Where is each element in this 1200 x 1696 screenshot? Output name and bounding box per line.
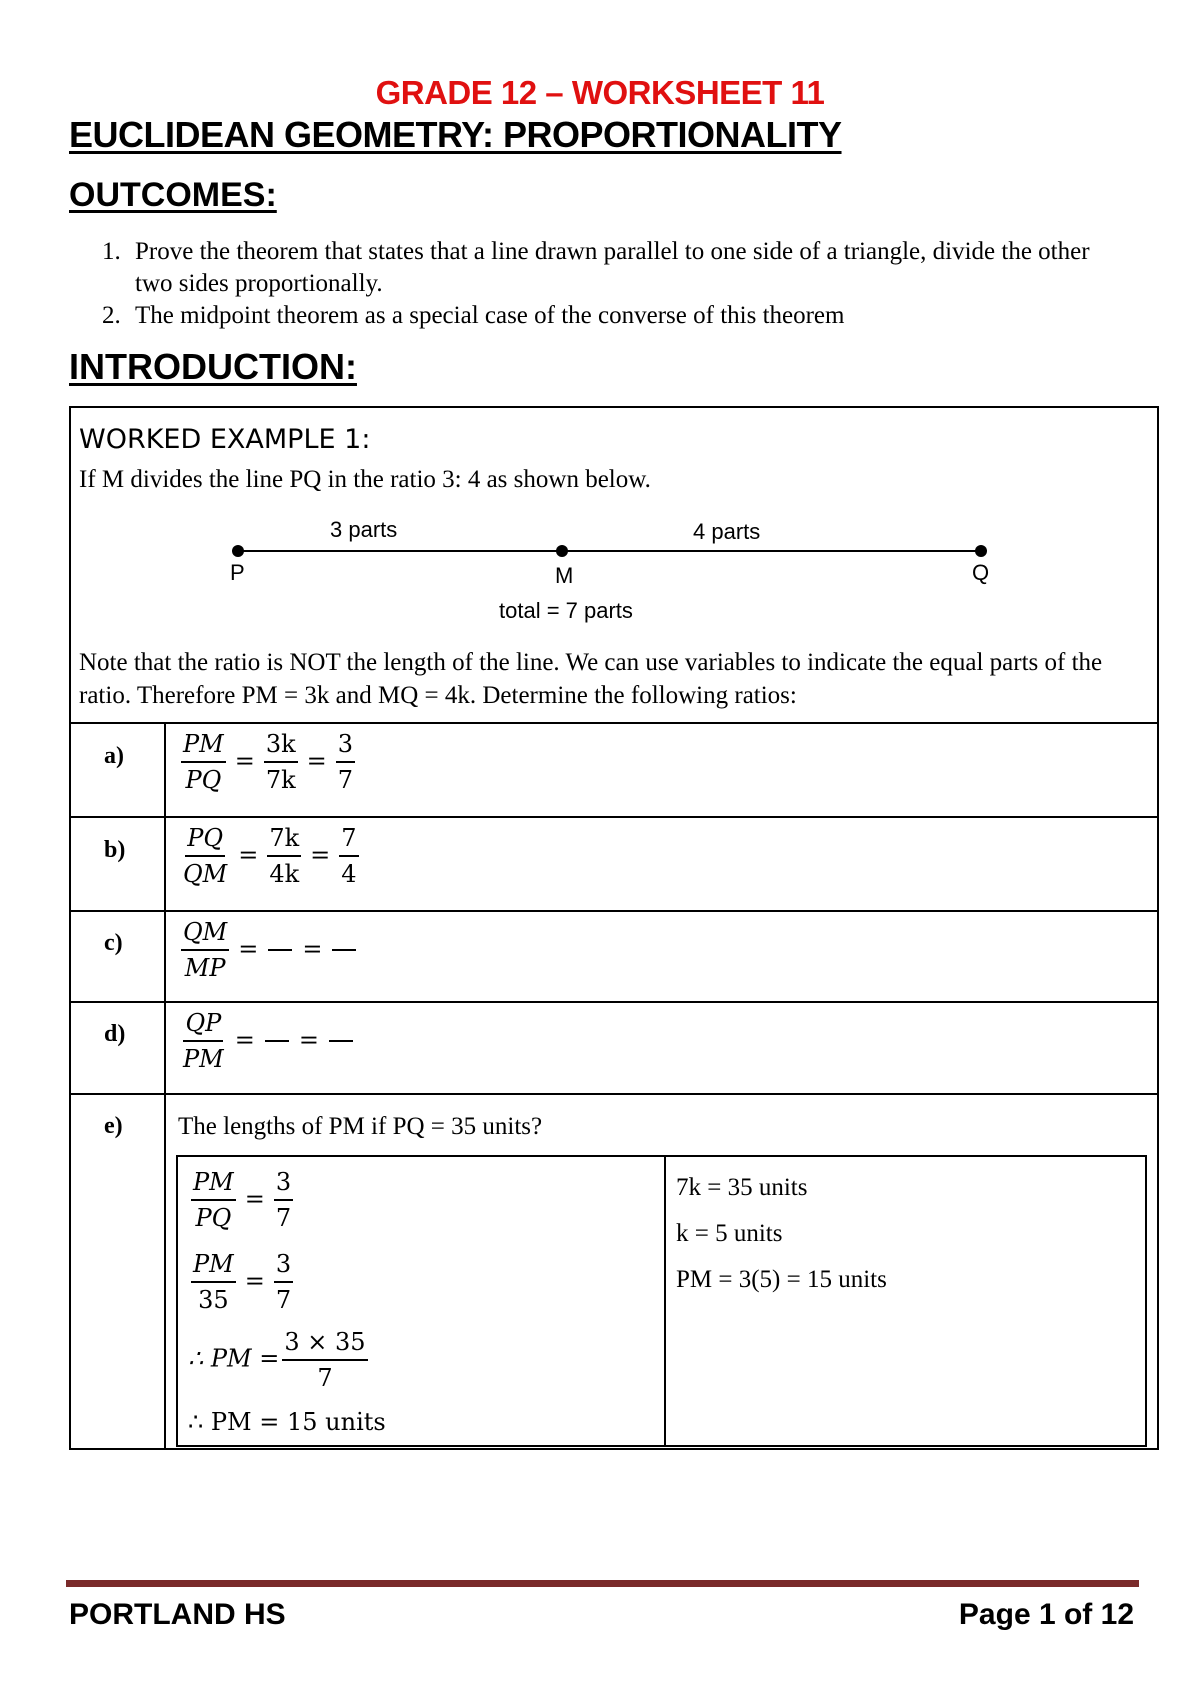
table-rule xyxy=(69,1093,1159,1095)
point-q xyxy=(975,545,987,557)
table-column-rule xyxy=(164,722,166,1448)
list-text: Prove the theorem that states that a line drawn parallel to one side of a triangle, divide the other two sides proportionally. xyxy=(135,238,1090,297)
left-parts-label: 3 parts xyxy=(330,520,398,542)
solution-table xyxy=(176,1155,1147,1447)
blank-line[interactable] xyxy=(329,1040,353,1042)
solution-right-line-3: PM = 3(5) = 15 units xyxy=(676,1266,887,1293)
table-rule xyxy=(69,1001,1159,1003)
outcomes-heading: OUTCOMES: xyxy=(69,176,277,214)
point-p xyxy=(232,545,244,557)
row-label-d: d) xyxy=(104,1021,126,1047)
row-label-e: e) xyxy=(104,1113,123,1139)
fraction: $\frac{3}{7}$ xyxy=(275,1250,292,1314)
worksheet-title: GRADE 12 – WORKSHEET 11 xyxy=(375,74,825,111)
ratio-b: $\frac{PQ}{QM}$ = $\frac{7k}{4k}$ = $\frac{7}{4}$ xyxy=(183,824,357,888)
solution-divider xyxy=(664,1155,666,1447)
table-rule xyxy=(69,722,1159,724)
row-label-a: a) xyxy=(104,743,124,769)
footer-rule xyxy=(66,1580,1139,1587)
fraction: $\frac{3k}{7k}$ xyxy=(265,730,296,794)
right-parts-label: 4 parts xyxy=(693,520,761,544)
blank-line[interactable] xyxy=(332,949,356,951)
fraction: $\frac{7}{4}$ xyxy=(341,824,357,888)
label-m: M xyxy=(555,563,574,588)
table-rule xyxy=(69,816,1159,818)
solution-step-1: $\frac{PM}{PQ}$ = $\frac{3}{7}$ xyxy=(193,1168,292,1232)
fraction: $\frac{3}{7}$ xyxy=(275,1168,292,1232)
list-text: The midpoint theorem as a special case of the converse of this theorem xyxy=(135,302,845,329)
fraction: $\frac{QM}{MP}$ xyxy=(183,918,228,982)
solution-right-line-1: 7k = 35 units xyxy=(676,1174,808,1201)
list-item xyxy=(69,300,1129,332)
fraction: $\frac{7k}{4k}$ xyxy=(269,824,300,888)
solution-right-line-2: k = 5 units xyxy=(676,1220,783,1247)
worked-example-statement: If M divides the line PQ in the ratio 3: 4 as shown below. xyxy=(79,466,651,493)
label-p: P xyxy=(230,560,245,585)
list-number: 1. xyxy=(102,238,121,265)
fraction: $\frac{PM}{PQ}$ xyxy=(193,1168,234,1232)
ratio-d: $\frac{QP}{PM}$ = = xyxy=(178,1009,357,1073)
row-label-b: b) xyxy=(104,837,126,863)
worked-example-title: WORKED EXAMPLE 1: xyxy=(79,424,371,455)
fraction: $\frac{3 \times 35}{7}$ xyxy=(284,1328,366,1392)
line-segment-diagram xyxy=(200,520,1020,640)
table-rule xyxy=(69,910,1159,912)
fraction: $\frac{PM}{PQ}$ xyxy=(183,730,224,794)
solution-step-2: $\frac{PM}{35}$ = $\frac{3}{7}$ xyxy=(193,1250,292,1314)
ratio-note: Note that the ratio is NOT the length of the line. We can use variables to indicate the equal parts of the ratio. Therefore PM = 3k and MQ = 4k. Determine the following ratios: xyxy=(79,649,1103,709)
fraction: $\frac{PM}{35}$ xyxy=(193,1250,234,1314)
fraction: $\frac{QP}{PM}$ xyxy=(183,1009,224,1073)
school-name: PORTLAND HS xyxy=(69,1598,286,1631)
label-q: Q xyxy=(972,560,990,585)
topic-heading: EUCLIDEAN GEOMETRY: PROPORTIONALITY xyxy=(69,114,842,155)
outcomes-list xyxy=(69,236,1129,332)
total-parts-label: total = 7 parts xyxy=(499,598,633,623)
solution-step-4: ∴ PM = 15 units xyxy=(188,1408,386,1436)
row-label-c: c) xyxy=(104,930,123,956)
question-e: The lengths of PM if PQ = 35 units? xyxy=(178,1113,543,1140)
list-number: 2. xyxy=(102,302,121,329)
point-m xyxy=(556,545,568,557)
ratio-c: $\frac{QM}{MP}$ = = xyxy=(178,918,360,982)
fraction: $\frac{PQ}{QM}$ xyxy=(183,824,228,888)
solution-step-3: ∴ PM = $\frac{3 \times 35}{7}$ xyxy=(188,1328,366,1392)
blank-line[interactable] xyxy=(265,1040,289,1042)
ratio-a: $\frac{PM}{PQ}$ = $\frac{3k}{7k}$ = $\frac{3}{7}$ xyxy=(183,730,354,794)
page-number: Page 1 of 12 xyxy=(958,1598,1134,1631)
list-item xyxy=(69,236,1129,300)
fraction: $\frac{3}{7}$ xyxy=(337,730,354,794)
blank-line[interactable] xyxy=(268,949,292,951)
introduction-heading: INTRODUCTION: xyxy=(69,346,357,387)
